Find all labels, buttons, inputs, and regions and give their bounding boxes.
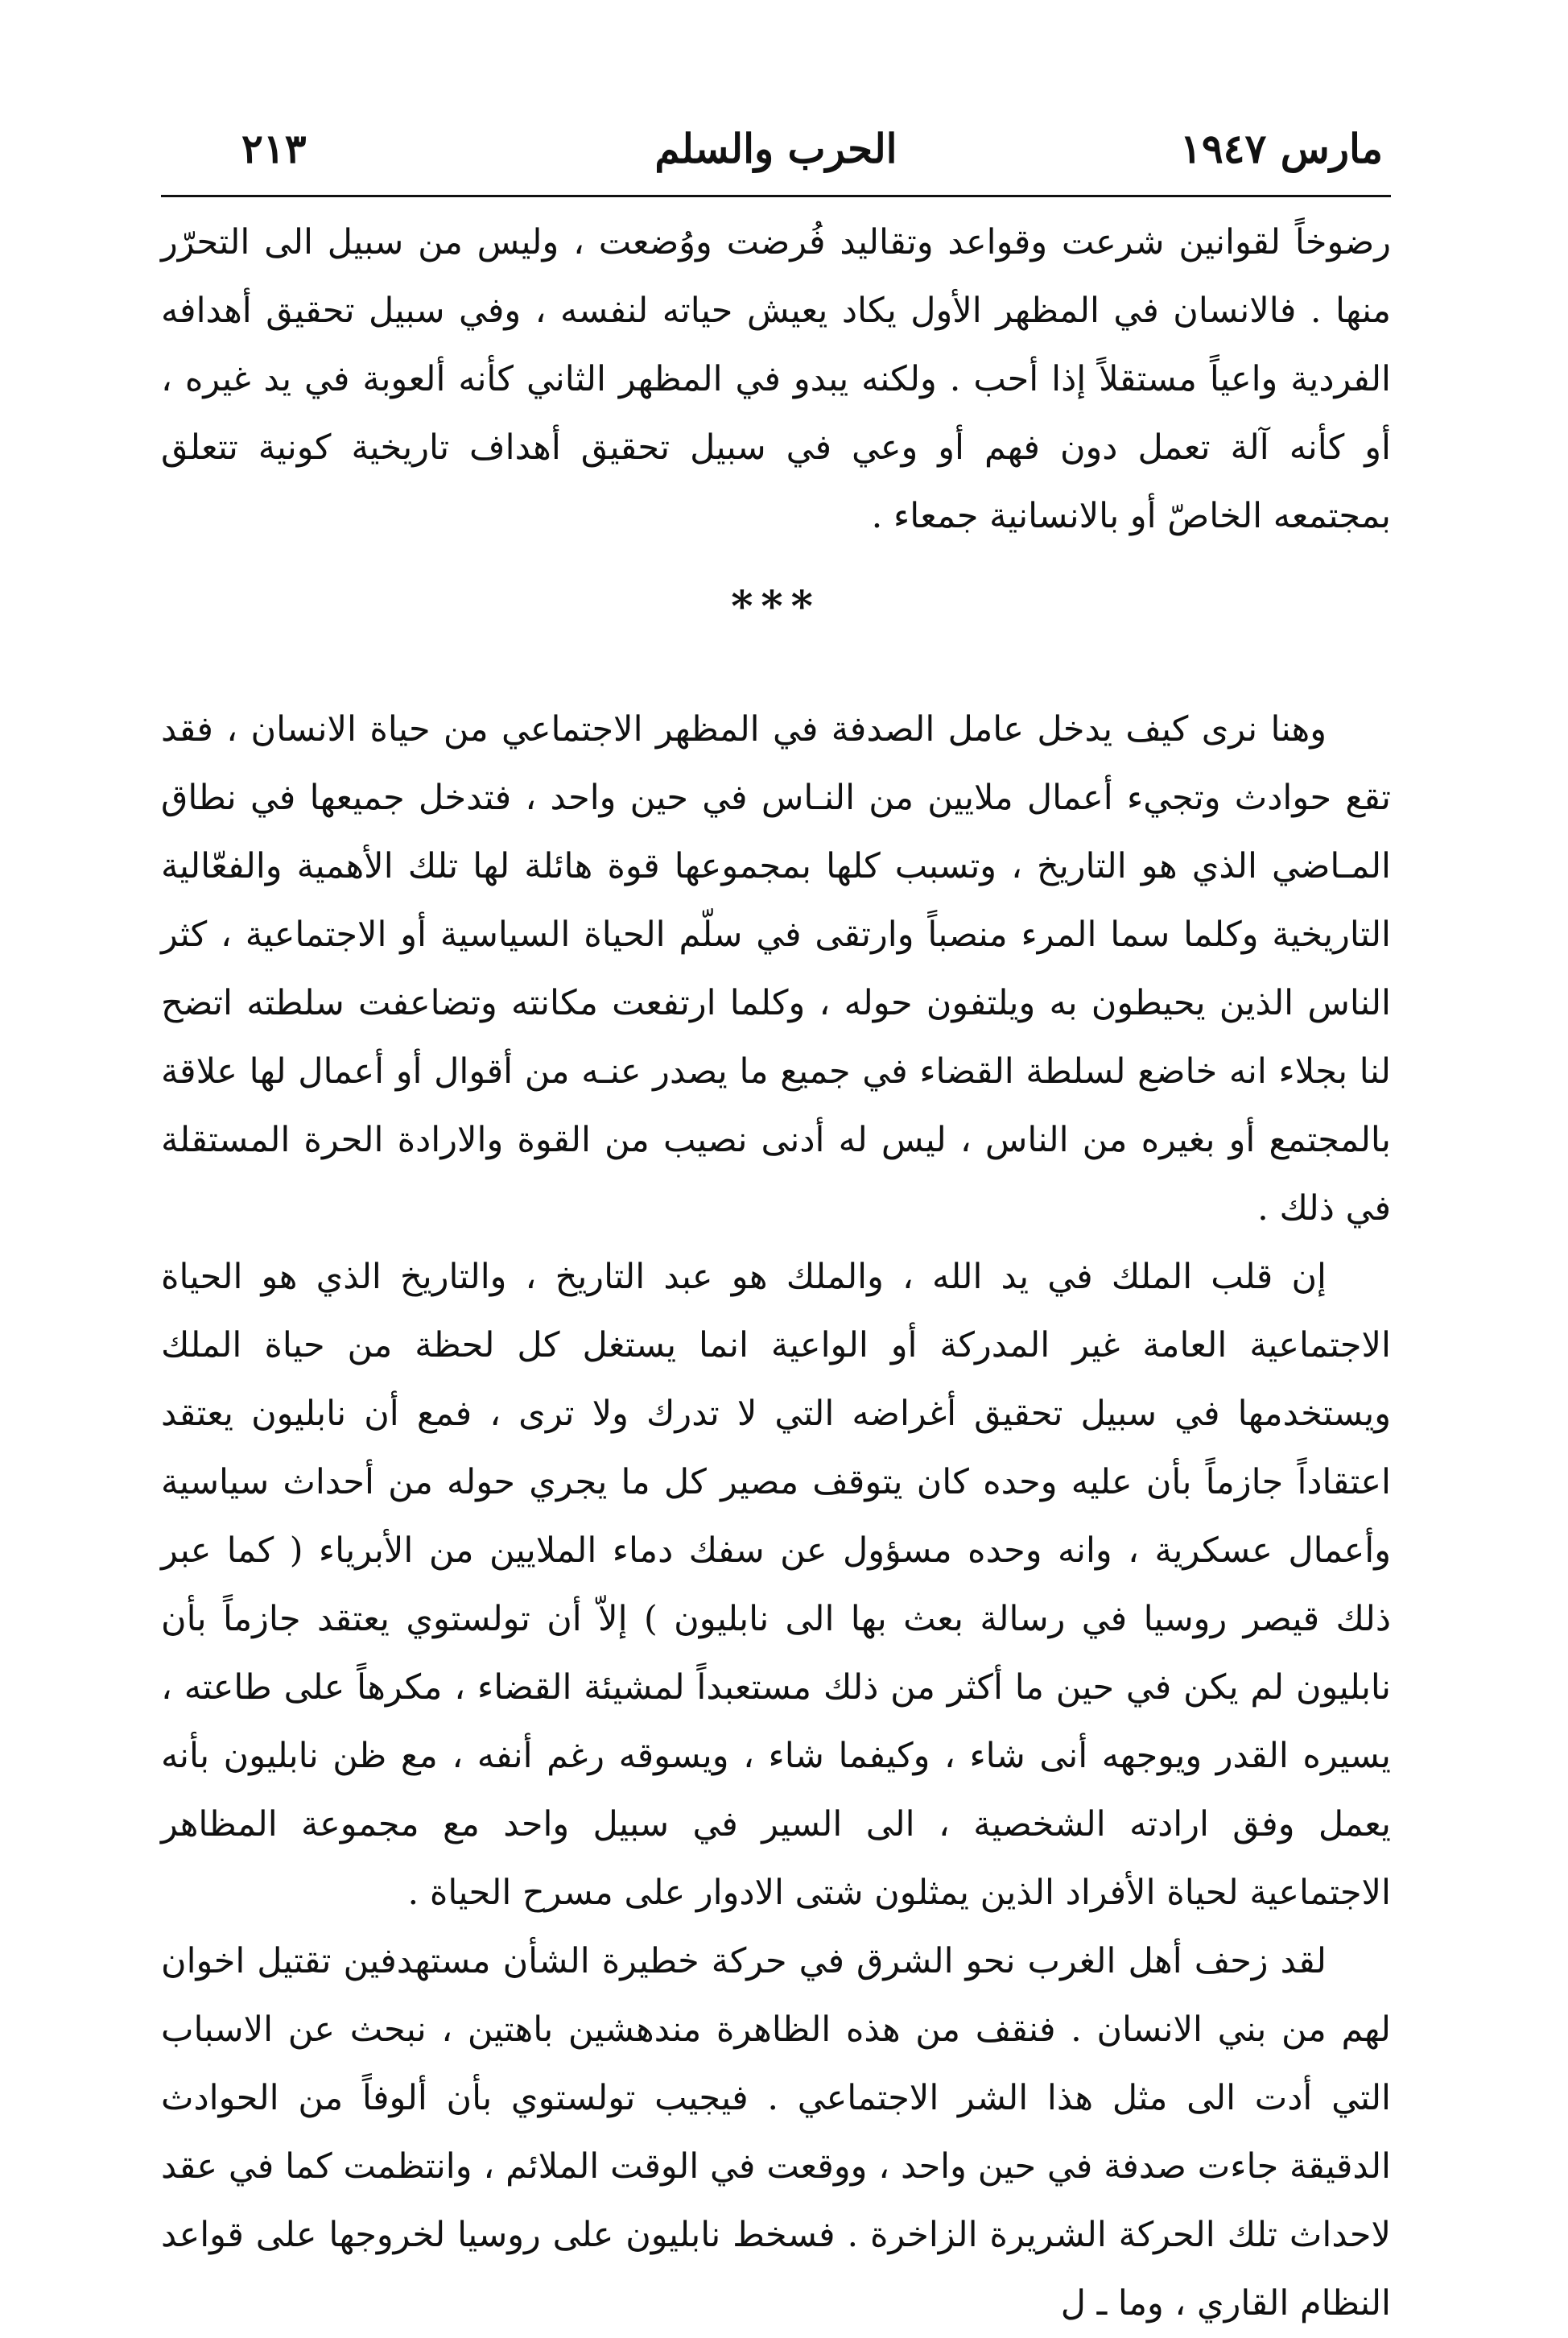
paragraph: لقد زحف أهل الغرب نحو الشرق في حركة خطيرة الشأن مستهدفين تقتيل اخوان لهم من بني الانسان . فنقف من هذه الظاهرة مندهشين باهتين ، نبحث عن الاسباب التي أدت الى مثل هذا الشر الاجتماعي . فيجيب تولستوي بأن ألوفاً من الحوادث الدقيقة جاءت صدفة في حين واحد ، ووقعت في الوقت الملائم ، وانتظمت كما في عقد لاحداث تلك الحركة الشريرة الزاخرة . فسخط نابليون على روسيا لخروجها على قواعد النظام القاري ، وما ـ ل [161,1941,1391,2324]
paragraph: إن قلب الملك في يد الله ، والملك هو عبد التاريخ ، والتاريخ الذي هو الحياة الاجتماعية العامة غير المدركة أو الواعية انما يستغل كل لحظة من حياة الملك ويستخدمها في سبيل تحقيق أغراضه التي لا تدرك ولا ترى ، فمع أن نابليون يعتقد اعتقاداً جازماً بأن عليه وحده كان يتوقف مصير كل ما يجري حوله من أحداث سياسية وأعمال عسكرية ، وانه وحده مسؤول عن سفك دماء الملايين من الأبرياء ( كما عبر ذلك قيصر روسيا في رسالة بعث بها الى نابليون ) إلاّ أن تولستوي يعتقد جازماً بأن نابليون لم يكن في حين ما أكثر من ذلك مستعبداً لمشيئة القضاء ، مكرهاً على طاعته ، يسيره القدر ويوجهه أنى شاء ، وكيفما شاء ، ويسوقه رغم أنفه ، مع ظن نابليون بأنه يعمل وفق ارادته الشخصية ، الى السير في سبيل واحد مع مجموعة المظاهر الاجتماعية لحياة الأفراد الذين يمثلون شتى الادوار على مسرح الحياة . [161,1257,1391,1913]
paragraph: وهنا نرى كيف يدخل عامل الصدفة في المظهر الاجتماعي من حياة الانسان ، فقد تقع حوادث وتجيء أعمال ملايين من النـاس في حين واحد ، فتدخل جميعها في نطاق المـاضي الذي هو التاريخ ، وتسبب كلها بمجموعها قوة هائلة لها تلك الأهمية والفعّالية التاريخية وكلما سما المرء منصباً وارتقى في سلّم الحياة السياسية أو الاجتماعية ، كثر الناس الذين يحيطون به ويلتفون حوله ، وكلما ارتفعت مكانته وتضاعفت سلطته اتضح لنا بجلاء انه خاضع لسلطة القضاء في جميع ما يصدر عنـه من أقوال أو أعمال لها علاقة بالمجتمع أو بغيره من الناس ، ليس له أدنى نصيب من القوة والارادة الحرة المستقلة في ذلك . [161,709,1391,1229]
body-text [161,209,1391,2338]
paragraph-continued: رضوخاً لقوانين شرعت وقواعد وتقاليد فُرضت ووُضعت ، وليس من سبيل الى التحرّر منها . فالانسان في المظهر الأول يكاد يعيش حياته لنفسه ، وفي سبيل تحقيق أهدافه الفردية واعياً مستقلاً إذا أحب . ولكنه يبدو في المظهر الثاني كأنه ألعوبة في يد غيره ، أو كأنه آلة تعمل دون فهم أو وعي في سبيل تحقيق أهداف تاريخية كونية تتعلق بمجتمعه الخاصّ أو بالانسانية جمعاء . [161,222,1391,536]
running-header [161,121,1391,177]
issue-date: مارس ١٩٤٧ [1179,125,1383,172]
section-separator: *** [731,582,821,631]
journal-title: الحرب والسلم [654,125,897,172]
page-number: ٢١٣ [241,125,307,172]
header-rule [161,195,1391,197]
